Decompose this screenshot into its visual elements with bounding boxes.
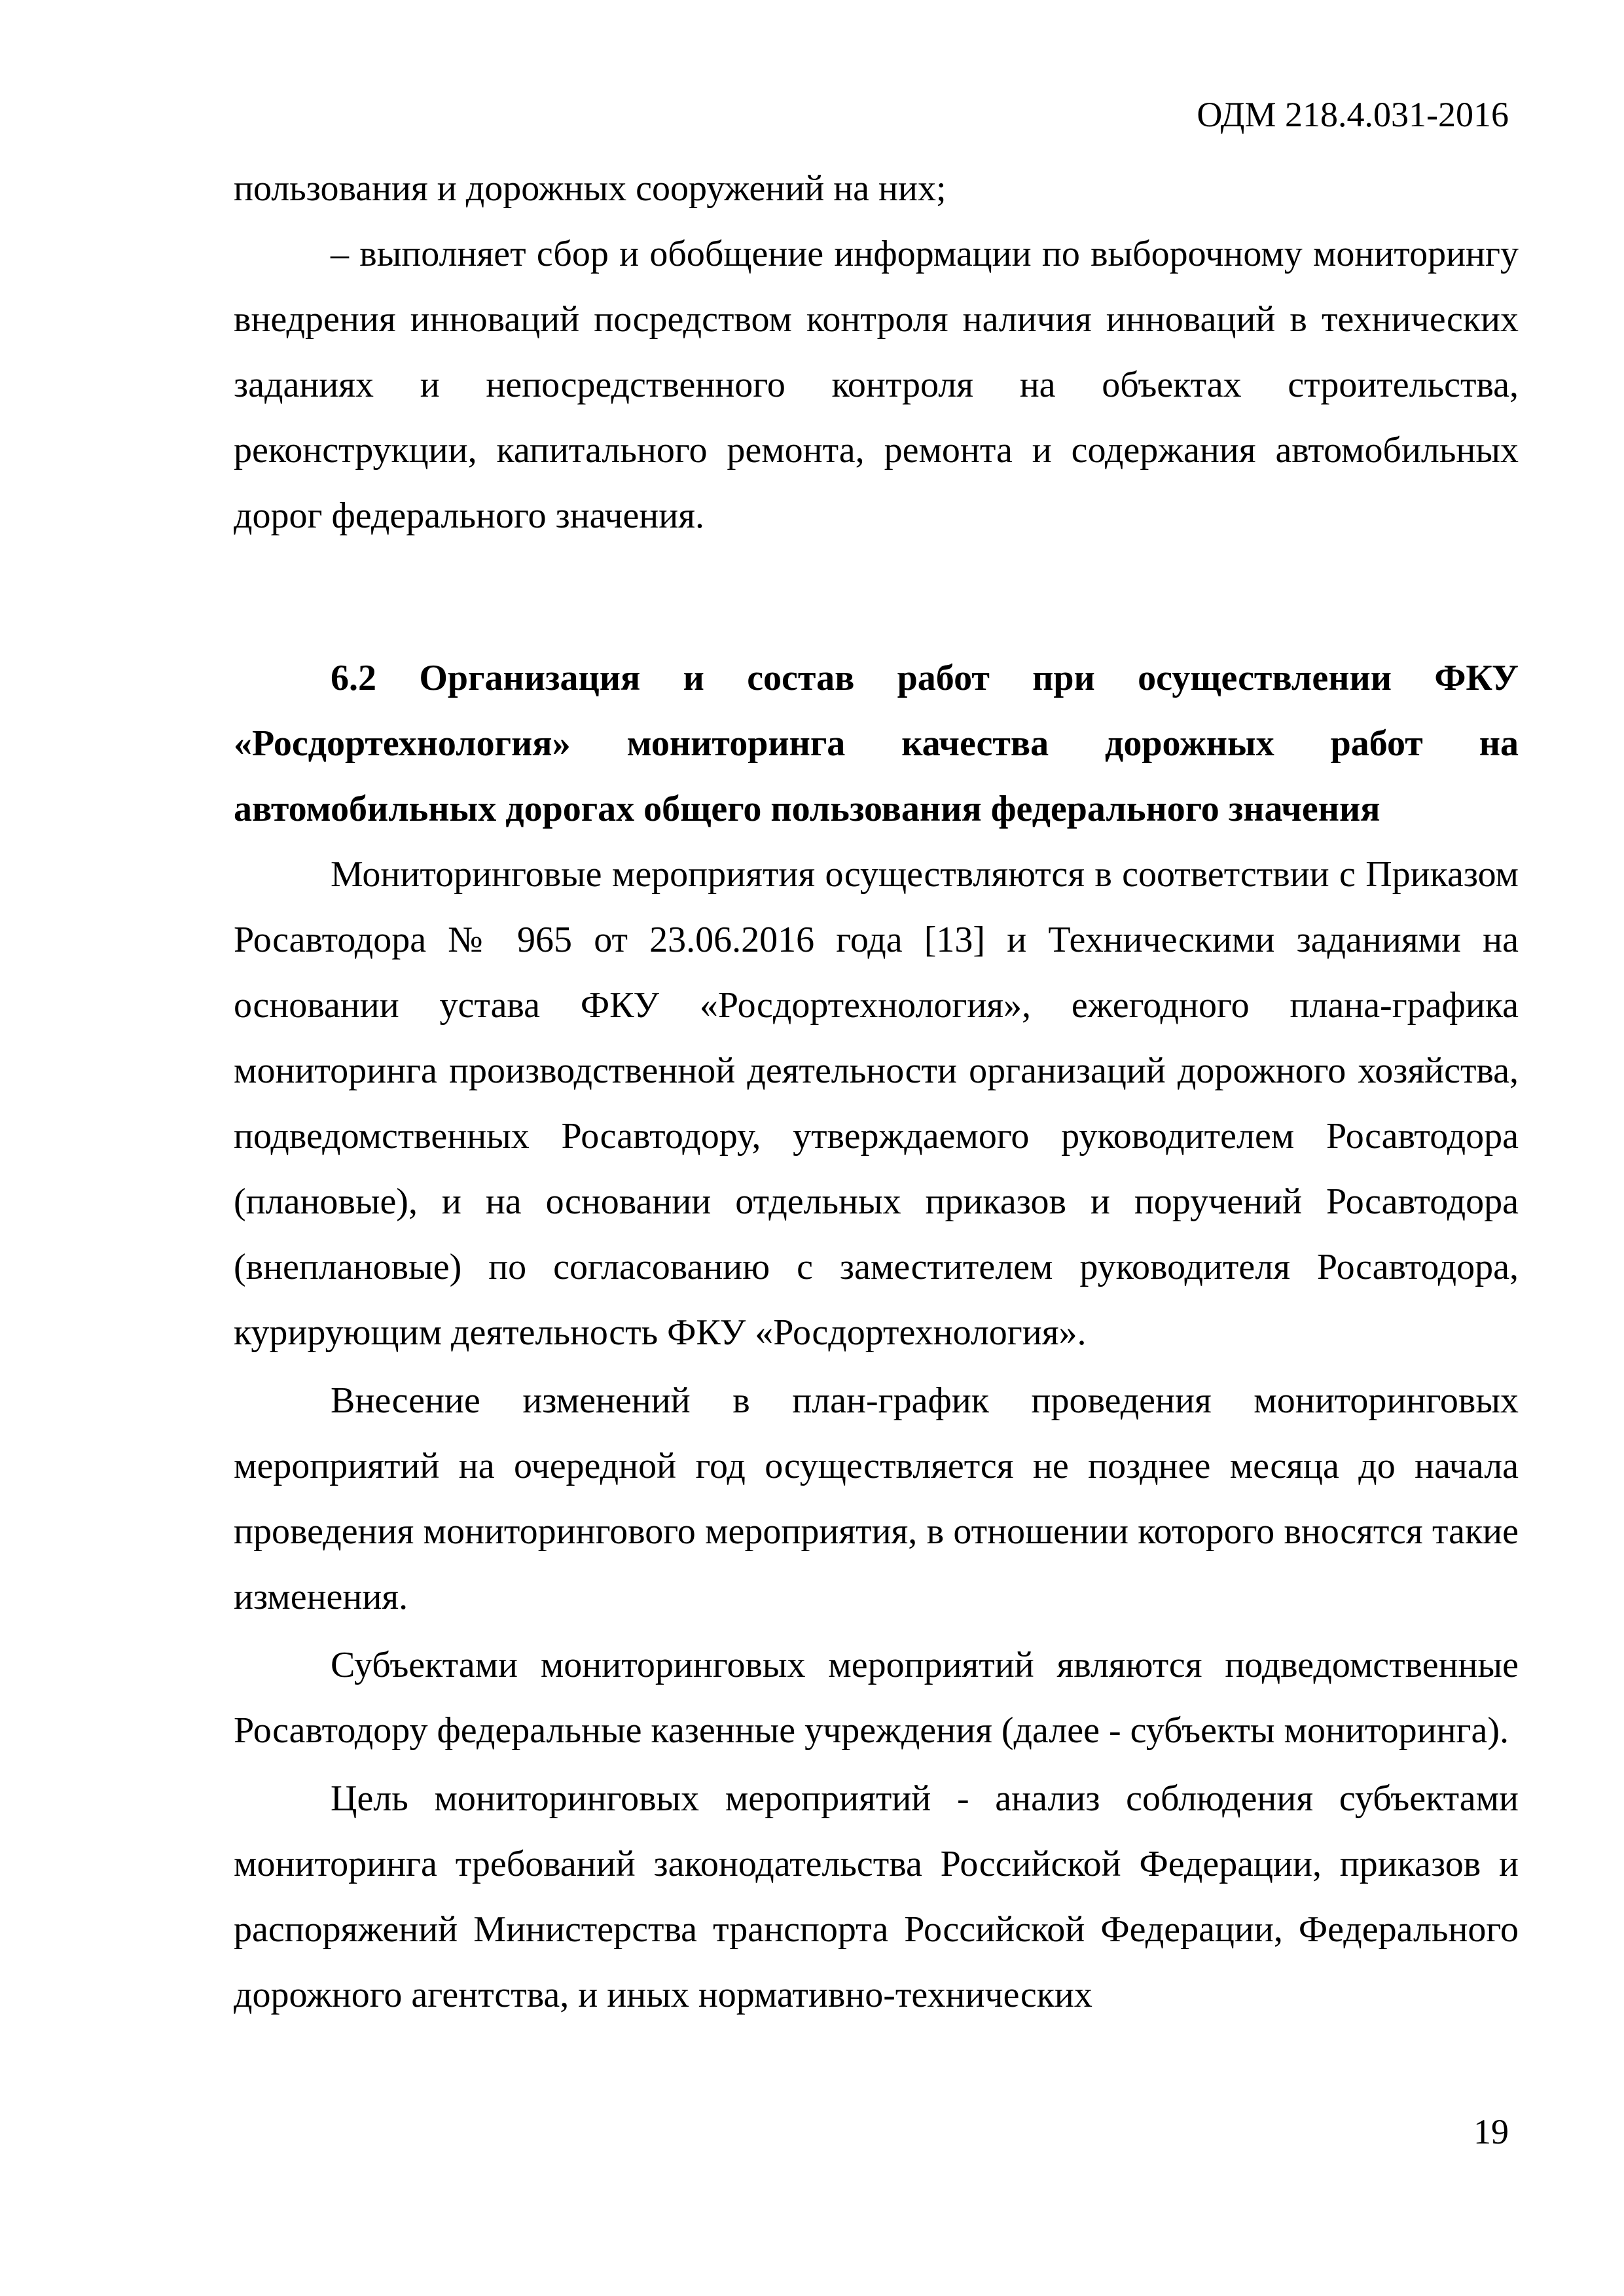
page-body xyxy=(234,156,1519,2028)
bullet-item: – выполняет сбор и обобщение информации по выборочному мониторингу внедрения инноваций посредством контроля наличия инноваций в технических заданиях и непосредственного контроля на объектах строительства, реконструкции, капитального ремонта, ремонта и содержания автомобильных дорог федерального значения. xyxy=(234,234,1519,536)
page-number: 19 xyxy=(1473,2112,1509,2151)
spacer xyxy=(234,548,1519,645)
paragraph-1: Мониторинговые мероприятия осуществляются в соответствии с Приказом Росавтодора № 965 от 23.06.2016 года [13] и Техническими заданиями на основании устава ФКУ «Росдортехнология», ежегодного плана-графика мониторинга производственной деятельности организаций дорожного хозяйства, подведомственных Росавтодору, утверждаемого руководителем Росавтодора (плановые), и на основании отдельных приказов и поручений Росавтодора (внеплановые) по согласованию с заместителем руководителя Росавтодора, курирующим деятельность ФКУ «Росдортехнология». xyxy=(234,854,1519,1353)
document-code-header: ОДМ 218.4.031-2016 xyxy=(1197,95,1509,134)
paragraph-2: Внесение изменений в план-график проведения мониторинговых мероприятий на очередной год осуществляется не позднее месяца до начала проведения мониторингового мероприятия, в отношении которого вносятся такие изменения. xyxy=(234,1380,1519,1617)
paragraph-3: Субъектами мониторинговых мероприятий являются подведомственные Росавтодору федеральные казенные учреждения (далее - субъекты мониторинга). xyxy=(234,1645,1519,1751)
paragraph-4: Цель мониторинговых мероприятий - анализ соблюдения субъектами мониторинга требований законодательства Российской Федерации, приказов и распоряжений Министерства транспорта Российской Федерации, Федерального дорожного агентства, и иных нормативно-технических xyxy=(234,1778,1519,2015)
section-heading: 6.2 Организация и состав работ при осуществлении ФКУ «Росдортехнология» мониторинга качества дорожных работ на автомобильных дорогах общего пользования федерального значения xyxy=(234,658,1519,829)
continuation-text: пользования и дорожных сооружений на них; xyxy=(234,168,947,209)
